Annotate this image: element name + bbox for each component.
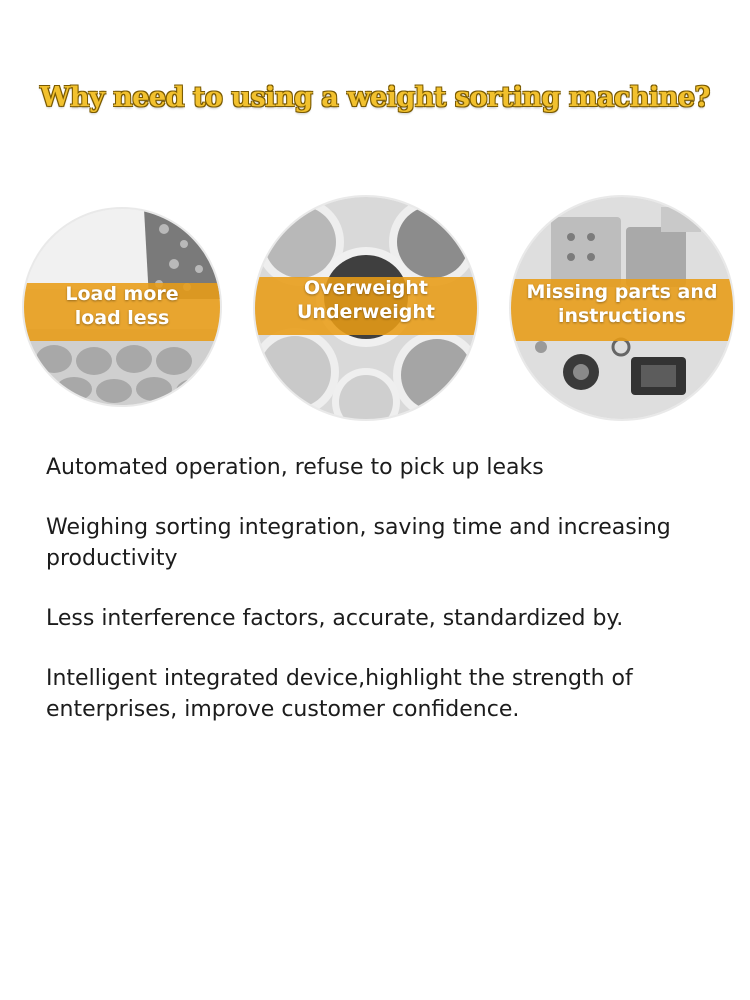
feature-load-more-load-less — [24, 209, 220, 405]
benefit-item: Less interference factors, accurate, standardized by. — [46, 606, 624, 631]
feature-label: Overweight Underweight — [297, 277, 435, 323]
benefit-item: Intelligent integrated device,highlight the strength of enterprises, improve customer confidence. — [46, 666, 633, 722]
feature-missing-parts — [511, 197, 733, 419]
benefit-item: Automated operation, refuse to pick up leaks — [46, 455, 544, 480]
benefits-list — [46, 452, 726, 754]
page-title: Why need to using a weight sorting machine? — [40, 82, 710, 113]
benefit-item: Weighing sorting integration, saving time and increasing productivity — [46, 515, 671, 571]
feature-label: Load more load less — [65, 283, 179, 329]
feature-overweight-underweight — [255, 197, 477, 419]
feature-label: Missing parts and instructions — [526, 281, 718, 327]
